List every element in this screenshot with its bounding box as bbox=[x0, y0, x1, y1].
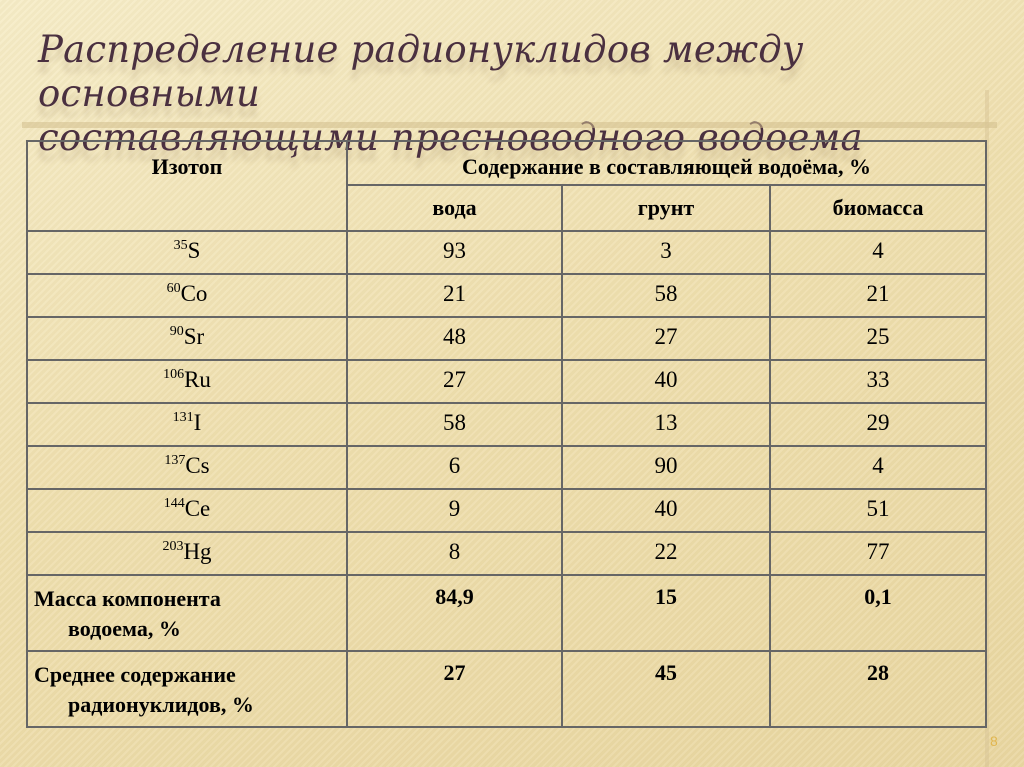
isotope-cell bbox=[27, 317, 347, 360]
isotope-cell bbox=[27, 231, 347, 274]
average-row bbox=[27, 651, 986, 727]
subheader-water: вода bbox=[347, 185, 562, 231]
table-row bbox=[27, 317, 986, 360]
soil-cell: 22 bbox=[562, 532, 770, 575]
subheader-biomass: биомасса bbox=[770, 185, 986, 231]
isotope-mass-number: 144 bbox=[163, 496, 185, 511]
water-cell: 93 bbox=[347, 231, 562, 274]
mass-water: 84,9 bbox=[347, 575, 562, 651]
soil-cell: 40 bbox=[562, 360, 770, 403]
isotope-element: Co bbox=[180, 281, 208, 306]
isotope-mass-number: 106 bbox=[163, 367, 185, 382]
soil-cell: 40 bbox=[562, 489, 770, 532]
isotope-element: Ce bbox=[184, 496, 211, 521]
table-row bbox=[27, 403, 986, 446]
header-row bbox=[27, 141, 986, 185]
isotope-element: I bbox=[193, 410, 202, 435]
isotope-element: Ru bbox=[184, 367, 211, 392]
average-biomass: 28 bbox=[770, 651, 986, 727]
header-content: Содержание в составляющей водоёма, % bbox=[347, 141, 986, 185]
biomass-cell: 29 bbox=[770, 403, 986, 446]
biomass-cell: 25 bbox=[770, 317, 986, 360]
header-isotope: Изотоп bbox=[27, 141, 347, 231]
soil-cell: 13 bbox=[562, 403, 770, 446]
isotope-element: Hg bbox=[183, 539, 212, 564]
radionuclide-table bbox=[26, 140, 987, 728]
table-row bbox=[27, 231, 986, 274]
isotope-cell bbox=[27, 360, 347, 403]
water-cell: 21 bbox=[347, 274, 562, 317]
isotope-element: Sr bbox=[183, 324, 205, 349]
table-row bbox=[27, 446, 986, 489]
mass-row-label: Масса компонента водоема, % bbox=[27, 575, 347, 651]
water-cell: 9 bbox=[347, 489, 562, 532]
biomass-cell: 51 bbox=[770, 489, 986, 532]
mass-row bbox=[27, 575, 986, 651]
decorative-divider bbox=[22, 122, 997, 128]
soil-cell: 27 bbox=[562, 317, 770, 360]
biomass-cell: 21 bbox=[770, 274, 986, 317]
average-water: 27 bbox=[347, 651, 562, 727]
mass-soil: 15 bbox=[562, 575, 770, 651]
isotope-cell bbox=[27, 532, 347, 575]
biomass-cell: 4 bbox=[770, 231, 986, 274]
subheader-soil: грунт bbox=[562, 185, 770, 231]
water-cell: 6 bbox=[347, 446, 562, 489]
soil-cell: 90 bbox=[562, 446, 770, 489]
isotope-mass-number: 60 bbox=[166, 281, 181, 296]
title-line-1: Распределение радионуклидов между основными bbox=[38, 28, 804, 115]
mass-biomass: 0,1 bbox=[770, 575, 986, 651]
isotope-element: Cs bbox=[185, 453, 210, 478]
isotope-cell bbox=[27, 446, 347, 489]
water-cell: 27 bbox=[347, 360, 562, 403]
average-soil: 45 bbox=[562, 651, 770, 727]
table-row bbox=[27, 489, 986, 532]
table-row bbox=[27, 360, 986, 403]
isotope-cell bbox=[27, 403, 347, 446]
water-cell: 58 bbox=[347, 403, 562, 446]
table-row bbox=[27, 532, 986, 575]
average-row-label: Среднее содержание радионуклидов, % bbox=[27, 651, 347, 727]
water-cell: 48 bbox=[347, 317, 562, 360]
page-number: 8 bbox=[990, 733, 998, 749]
biomass-cell: 77 bbox=[770, 532, 986, 575]
isotope-mass-number: 90 bbox=[169, 324, 184, 339]
isotope-element: S bbox=[187, 238, 201, 263]
title-line-2: составляющими пресноводного водоема bbox=[38, 116, 863, 159]
isotope-mass-number: 203 bbox=[162, 539, 184, 554]
table-row bbox=[27, 274, 986, 317]
soil-cell: 58 bbox=[562, 274, 770, 317]
isotope-mass-number: 137 bbox=[164, 453, 186, 468]
isotope-mass-number: 35 bbox=[173, 238, 188, 253]
soil-cell: 3 bbox=[562, 231, 770, 274]
biomass-cell: 4 bbox=[770, 446, 986, 489]
isotope-mass-number: 131 bbox=[172, 410, 194, 425]
isotope-cell bbox=[27, 489, 347, 532]
biomass-cell: 33 bbox=[770, 360, 986, 403]
isotope-cell bbox=[27, 274, 347, 317]
water-cell: 8 bbox=[347, 532, 562, 575]
